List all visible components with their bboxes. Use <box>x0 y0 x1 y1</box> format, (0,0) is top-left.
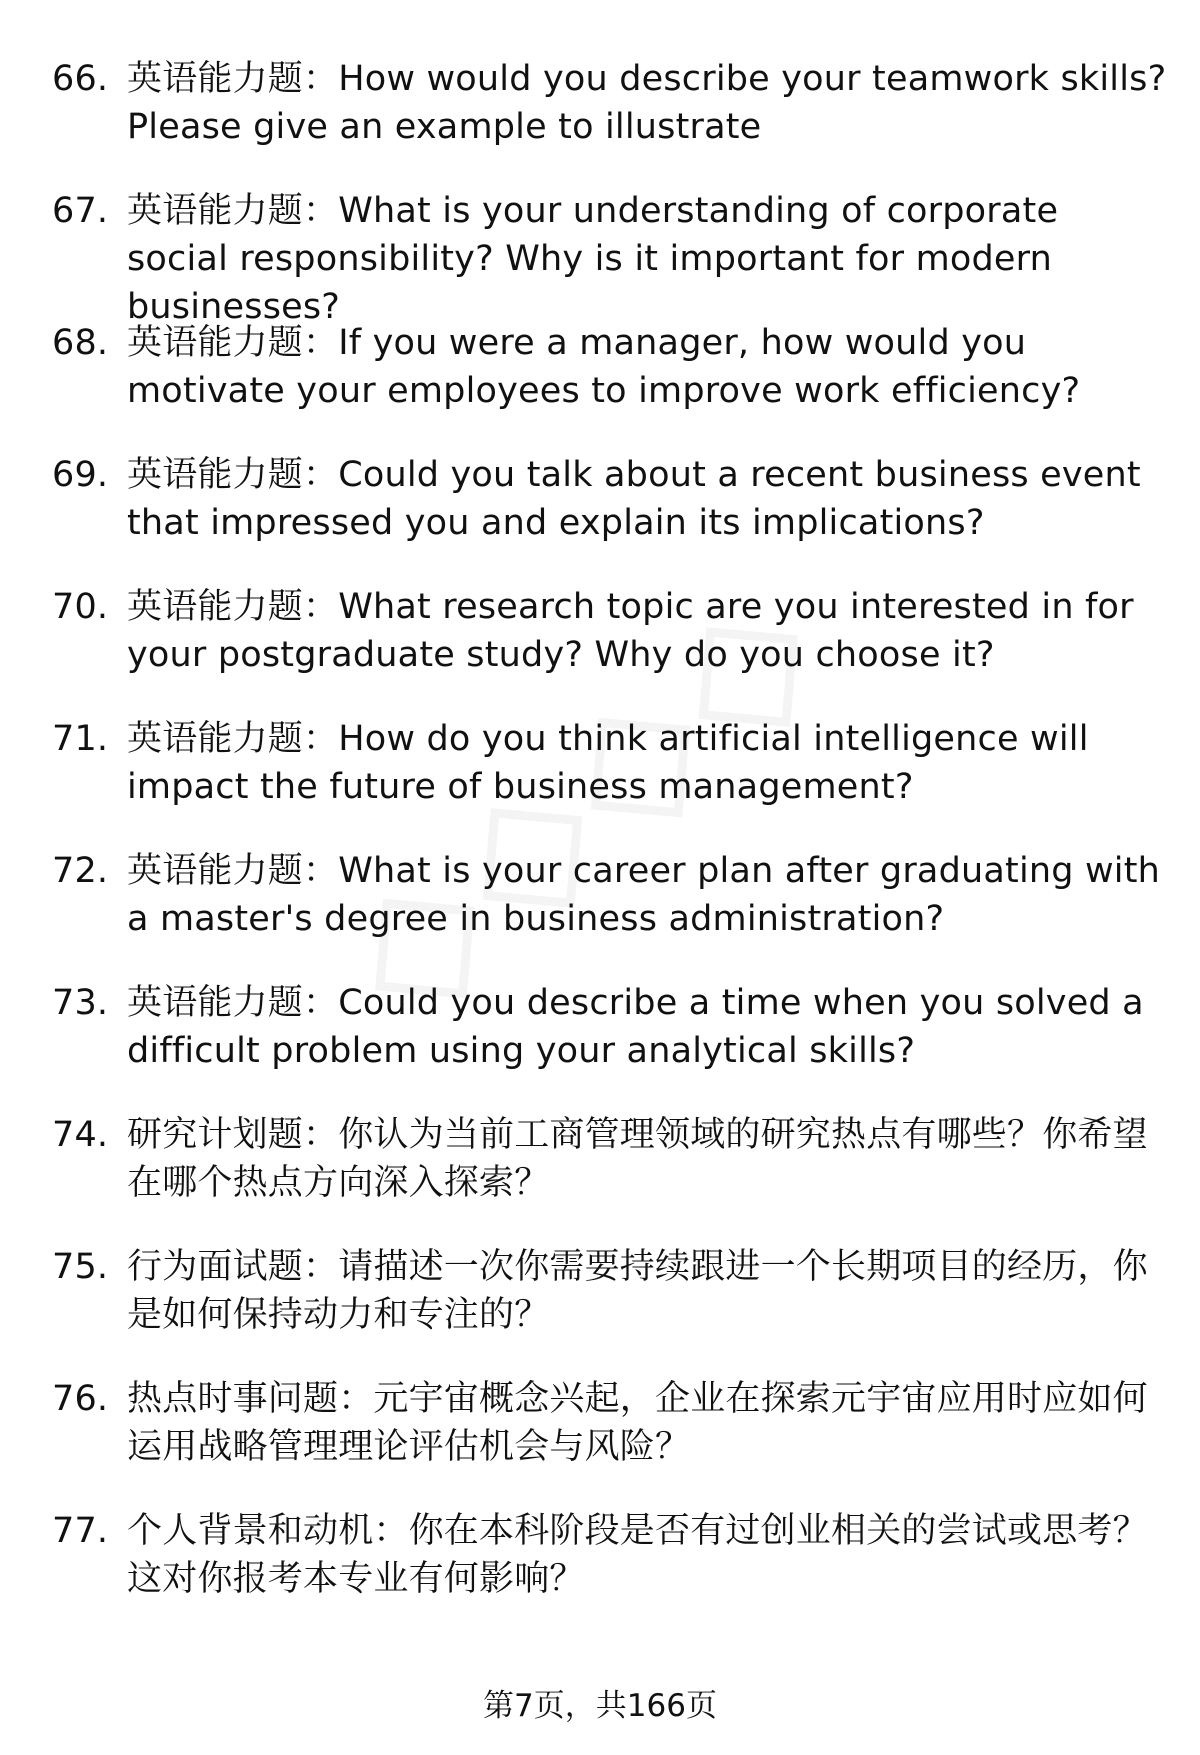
question-text: What is your understanding of corporate social responsibility? Why is it important for modern businesses? <box>127 191 1059 327</box>
question-list <box>52 55 1167 1639</box>
question-body <box>127 1375 1167 1471</box>
question-body <box>127 319 1167 415</box>
list-item <box>52 319 1162 451</box>
question-category: 英语能力题： <box>127 851 339 891</box>
question-number: 73. <box>52 983 109 1023</box>
question-category: 英语能力题： <box>127 719 339 759</box>
question-body <box>127 847 1167 943</box>
question-number: 77. <box>52 1511 109 1551</box>
question-body <box>127 55 1167 151</box>
question-category: 英语能力题： <box>127 59 339 99</box>
question-number: 71. <box>52 719 109 759</box>
list-item <box>52 451 1162 583</box>
list-item <box>52 55 1167 187</box>
question-body <box>127 1507 1167 1603</box>
question-body <box>127 1243 1167 1339</box>
list-item <box>52 979 1162 1111</box>
question-category: 个人背景和动机： <box>127 1511 409 1551</box>
question-body <box>127 583 1167 679</box>
question-category: 英语能力题： <box>127 587 339 627</box>
list-item <box>52 1111 1162 1243</box>
list-item <box>52 715 1162 847</box>
question-body <box>127 715 1167 811</box>
question-category: 行为面试题： <box>127 1247 339 1287</box>
question-category: 英语能力题： <box>127 983 339 1023</box>
question-number: 68. <box>52 323 109 363</box>
question-number: 69. <box>52 455 109 495</box>
list-item <box>52 1243 1162 1375</box>
question-text: 你认为当前工商管理领域的研究热点有哪些？你希望在哪个热点方向深入探索？ <box>127 1115 1148 1203</box>
question-body <box>127 1111 1167 1207</box>
question-body <box>127 979 1167 1075</box>
question-text: 请描述一次你需要持续跟进一个长期项目的经历，你是如何保持动力和专注的？ <box>127 1247 1148 1335</box>
question-text: What research topic are you interested in for your postgraduate study? Why do you choose it? <box>127 587 1134 675</box>
question-number: 70. <box>52 587 109 627</box>
question-number: 74. <box>52 1115 109 1155</box>
question-text: 你在本科阶段是否有过创业相关的尝试或思考？这对你报考本专业有何影响？ <box>127 1511 1148 1599</box>
question-number: 72. <box>52 851 109 891</box>
question-category: 英语能力题： <box>127 323 339 363</box>
question-number: 75. <box>52 1247 109 1287</box>
page-footer: 第7页，共166页 <box>483 1688 717 1724</box>
list-item <box>52 1375 1162 1507</box>
question-category: 热点时事问题： <box>127 1379 374 1419</box>
question-body <box>127 451 1167 547</box>
question-category: 英语能力题： <box>127 191 339 231</box>
question-text: How do you think artificial intelligence will impact the future of business management? <box>127 719 1089 807</box>
question-category: 英语能力题： <box>127 455 339 495</box>
question-text: Could you describe a time when you solved a difficult problem using your analytical skills? <box>127 983 1144 1071</box>
list-item <box>52 583 1162 715</box>
question-number: 66. <box>52 59 109 99</box>
question-text: Could you talk about a recent business event that impressed you and explain its implications? <box>127 455 1141 543</box>
question-text: What is your career plan after graduating with a master's degree in business administration? <box>127 851 1161 939</box>
question-category: 研究计划题： <box>127 1115 339 1155</box>
list-item <box>52 187 1162 327</box>
question-number: 67. <box>52 191 109 231</box>
question-text: If you were a manager, how would you motivate your employees to improve work efficiency? <box>127 323 1081 411</box>
question-text: How would you describe your teamwork skills? Please give an example to illustrate <box>127 59 1167 147</box>
question-text: 元宇宙概念兴起，企业在探索元宇宙应用时应如何运用战略管理理论评估机会与风险？ <box>127 1379 1148 1467</box>
question-number: 76. <box>52 1379 109 1419</box>
list-item <box>52 847 1162 979</box>
question-body <box>127 187 1167 331</box>
list-item <box>52 1507 1162 1639</box>
